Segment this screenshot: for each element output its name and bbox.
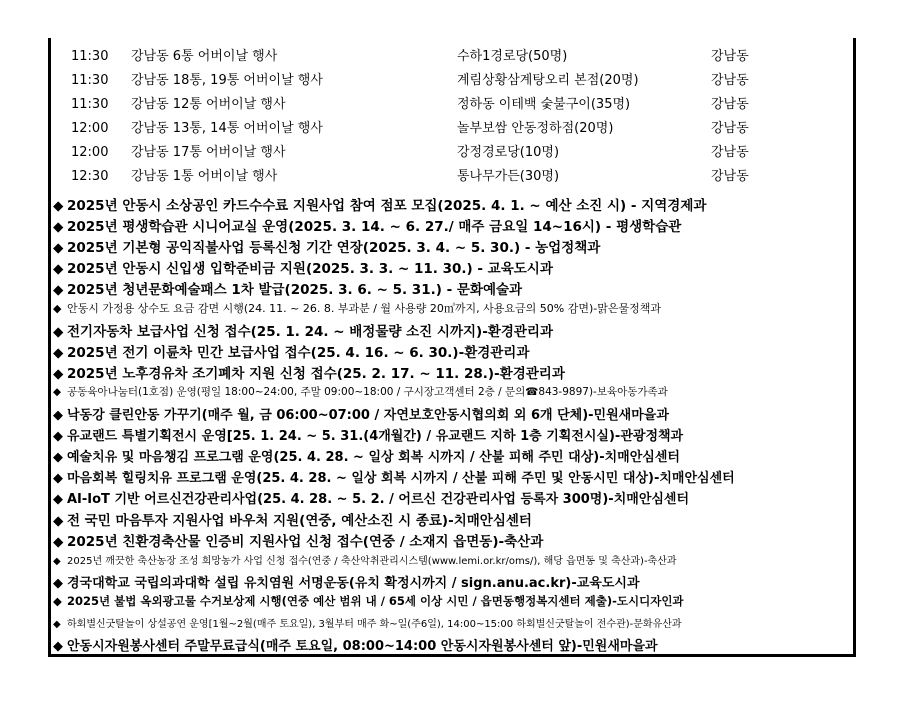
diamond-bullet-icon: ◆ — [53, 302, 62, 315]
notice-item — [53, 320, 853, 340]
diamond-bullet-icon: ◆ — [53, 471, 63, 486]
notice-item — [53, 467, 853, 486]
notice-item — [53, 384, 853, 399]
diamond-bullet-icon: ◆ — [53, 576, 63, 591]
notice-item — [53, 615, 853, 630]
notice-text: 경국대학교 국립의과대학 설립 유치염원 서명운동(유치 확정시까지 / sign.anu.ac.kr)-교육도시과 — [67, 576, 640, 591]
diamond-bullet-icon: ◆ — [53, 556, 61, 567]
schedule-time: 12:00 — [71, 145, 109, 160]
schedule-time: 12:30 — [71, 169, 109, 184]
schedule-place: 놀부보쌈 안동정하점(20명) — [457, 121, 614, 136]
diamond-bullet-icon: ◆ — [53, 429, 63, 444]
schedule-place: 통나무가든(30명) — [457, 169, 560, 184]
schedule-area: 강남동 — [711, 145, 749, 160]
diamond-bullet-icon: ◆ — [53, 594, 62, 608]
schedule-time: 11:30 — [71, 49, 109, 64]
schedule-place: 정하동 이테백 숯불구이(35명) — [457, 97, 631, 112]
diamond-bullet-icon: ◆ — [53, 386, 62, 398]
notice-text: 2025년 전기 이륜차 민간 보급사업 접수(25. 4. 16. ~ 6. 30.)-환경관리과 — [67, 345, 530, 361]
notice-text: 2025년 친환경축산물 인증비 지원사업 신청 접수(연중 / 소재지 읍면동)-축산과 — [67, 534, 544, 550]
schedule-time: 12:00 — [71, 121, 109, 136]
notice-item — [53, 488, 853, 507]
schedule-time: 11:30 — [71, 73, 109, 88]
notice-item — [53, 530, 853, 550]
diamond-bullet-icon: ◆ — [53, 240, 64, 256]
notice-text: AI-IoT 기반 어르신건강관리사업(25. 4. 28. ~ 5. 2. / 어르신 건강관리사업 등록자 300명)-치매안심센터 — [67, 492, 690, 507]
notice-item — [53, 425, 853, 444]
schedule-area: 강남동 — [711, 97, 749, 112]
diamond-bullet-icon: ◆ — [53, 366, 64, 382]
notice-item — [53, 404, 853, 423]
notice-item — [53, 257, 853, 277]
notice-text: 낙동강 클린안동 가꾸기(매주 월, 금 06:00~07:00 / 자연보호안동시협의회 외 6개 단체)-민원새마을과 — [67, 408, 669, 423]
schedule-area: 강남동 — [711, 73, 749, 88]
notice-item — [53, 635, 853, 654]
notice-text: 안동시 가정용 상수도 요금 감면 시행(24. 11. ~ 26. 8. 부과분 / 월 사용량 20㎥까지, 사용요금의 50% 감면)-맑은물정책과 — [67, 302, 661, 315]
diamond-bullet-icon: ◆ — [53, 198, 64, 214]
notice-item — [53, 552, 853, 567]
diamond-bullet-icon: ◆ — [53, 219, 64, 235]
notice-item — [53, 215, 853, 235]
diamond-bullet-icon: ◆ — [53, 450, 63, 465]
diamond-bullet-icon: ◆ — [53, 534, 64, 550]
notice-item — [53, 572, 853, 591]
diamond-bullet-icon: ◆ — [53, 639, 63, 654]
notice-item — [53, 446, 853, 465]
schedule-area: 강남동 — [711, 49, 749, 64]
notice-text: 안동시자원봉사센터 주말무료급식(매주 토요일, 08:00~14:00 안동시자원봉사센터 앞)-민원새마을과 — [67, 639, 658, 654]
schedule-event: 강남동 12통 어버이날 행사 — [131, 97, 286, 112]
notice-item — [53, 593, 853, 609]
notice-text: 전 국민 마음투자 지원사업 바우처 지원(연중, 예산소진 시 종료)-치매안심센터 — [67, 513, 532, 529]
notice-text: 2025년 청년문화예술패스 1차 발급(2025. 3. 6. ~ 5. 31.) - 문화예술과 — [67, 282, 523, 298]
diamond-bullet-icon: ◆ — [53, 345, 64, 361]
diamond-bullet-icon: ◆ — [53, 492, 63, 507]
notice-item — [53, 236, 853, 256]
notice-text: 마음회복 힐링치유 프로그램 운영(25. 4. 28. ~ 일상 회복 시까지 / 산불 피해 주민 및 안동시민 대상)-치매안심센터 — [67, 471, 735, 486]
schedule-event: 강남동 17통 어버이날 행사 — [131, 145, 286, 160]
diamond-bullet-icon: ◆ — [53, 324, 64, 340]
schedule-area: 강남동 — [711, 169, 749, 184]
schedule-event: 강남동 13통, 14통 어버이날 행사 — [131, 121, 323, 136]
notice-text: 2025년 기본형 공익직불사업 등록신청 기간 연장(2025. 3. 4. ~ 5. 30.) - 농업정책과 — [67, 240, 601, 256]
schedule-event: 강남동 6통 어버이날 행사 — [131, 49, 278, 64]
diamond-bullet-icon: ◆ — [53, 513, 64, 529]
schedule-area: 강남동 — [711, 121, 749, 136]
notice-item — [53, 509, 853, 529]
notice-text: 2025년 안동시 소상공인 카드수수료 지원사업 참여 점포 모집(2025. 4. 1. ~ 예산 소진 시) - 지역경제과 — [67, 198, 707, 214]
notice-text: 하회별신굿탈놀이 상설공연 운영[1월~2월(매주 토요일), 3월부터 매주 화~일(주6일), 14:00~15:00 하회별신굿탈놀이 전수관)-문화유산과 — [67, 619, 682, 630]
document-frame — [48, 38, 856, 657]
notice-text: 전기자동차 보급사업 신청 접수(25. 1. 24. ~ 배정물량 소진 시까지)-환경관리과 — [67, 324, 554, 340]
notice-item — [53, 300, 853, 316]
diamond-bullet-icon: ◆ — [53, 261, 64, 277]
schedule-event: 강남동 1통 어버이날 행사 — [131, 169, 278, 184]
notice-text: 2025년 불법 옥외광고물 수거보상제 시행(연중 예산 범위 내 / 65세 이상 시민 / 읍면동행정복지센터 제출)-도시디자인과 — [67, 594, 684, 608]
notice-text: 2025년 평생학습관 시니어교실 운영(2025. 3. 14. ~ 6. 27./ 매주 금요일 14~16시) - 평생학습관 — [67, 219, 682, 235]
notice-text: 2025년 깨끗한 축산농장 조성 희망농가 사업 신청 접수(연중 / 축산악취관리시스템(www.lemi.or.kr/oms/), 해당 읍면동 및 축산과)-축산과 — [67, 556, 677, 567]
notice-item — [53, 194, 853, 214]
notice-item — [53, 278, 853, 298]
notice-item — [53, 362, 853, 382]
schedule-place: 강정경로당(10명) — [457, 145, 560, 160]
notice-text: 공동육아나눔터(1호점) 운영(평일 18:00~24:00, 주말 09:00~18:00 / 구시장고객센터 2층 / 문의☎843-9897)-보육아동가족과 — [67, 386, 668, 398]
notice-text: 유교랜드 특별기획전시 운영[25. 1. 24. ~ 5. 31.(4개월간) / 유교랜드 지하 1층 기획전시실)-관광정책과 — [67, 429, 684, 444]
schedule-place: 계림상황삼계탕오리 본점(20명) — [457, 73, 639, 88]
schedule-place: 수하1경로당(50명) — [457, 49, 568, 64]
diamond-bullet-icon: ◆ — [53, 408, 63, 423]
diamond-bullet-icon: ◆ — [53, 282, 64, 298]
schedule-time: 11:30 — [71, 97, 109, 112]
notice-text: 2025년 안동시 신입생 입학준비금 지원(2025. 3. 3. ~ 11. 30.) - 교육도시과 — [67, 261, 553, 277]
schedule-event: 강남동 18통, 19통 어버이날 행사 — [131, 73, 323, 88]
diamond-bullet-icon: ◆ — [53, 619, 61, 630]
notice-text: 예술치유 및 마음챙김 프로그램 운영(25. 4. 28. ~ 일상 회복 시까지 / 산불 피해 주민 대상)-치매안심센터 — [67, 450, 680, 465]
notice-item — [53, 341, 853, 361]
notice-text: 2025년 노후경유차 조기폐차 지원 신청 접수(25. 2. 17. ~ 11. 28.)-환경관리과 — [67, 366, 565, 382]
